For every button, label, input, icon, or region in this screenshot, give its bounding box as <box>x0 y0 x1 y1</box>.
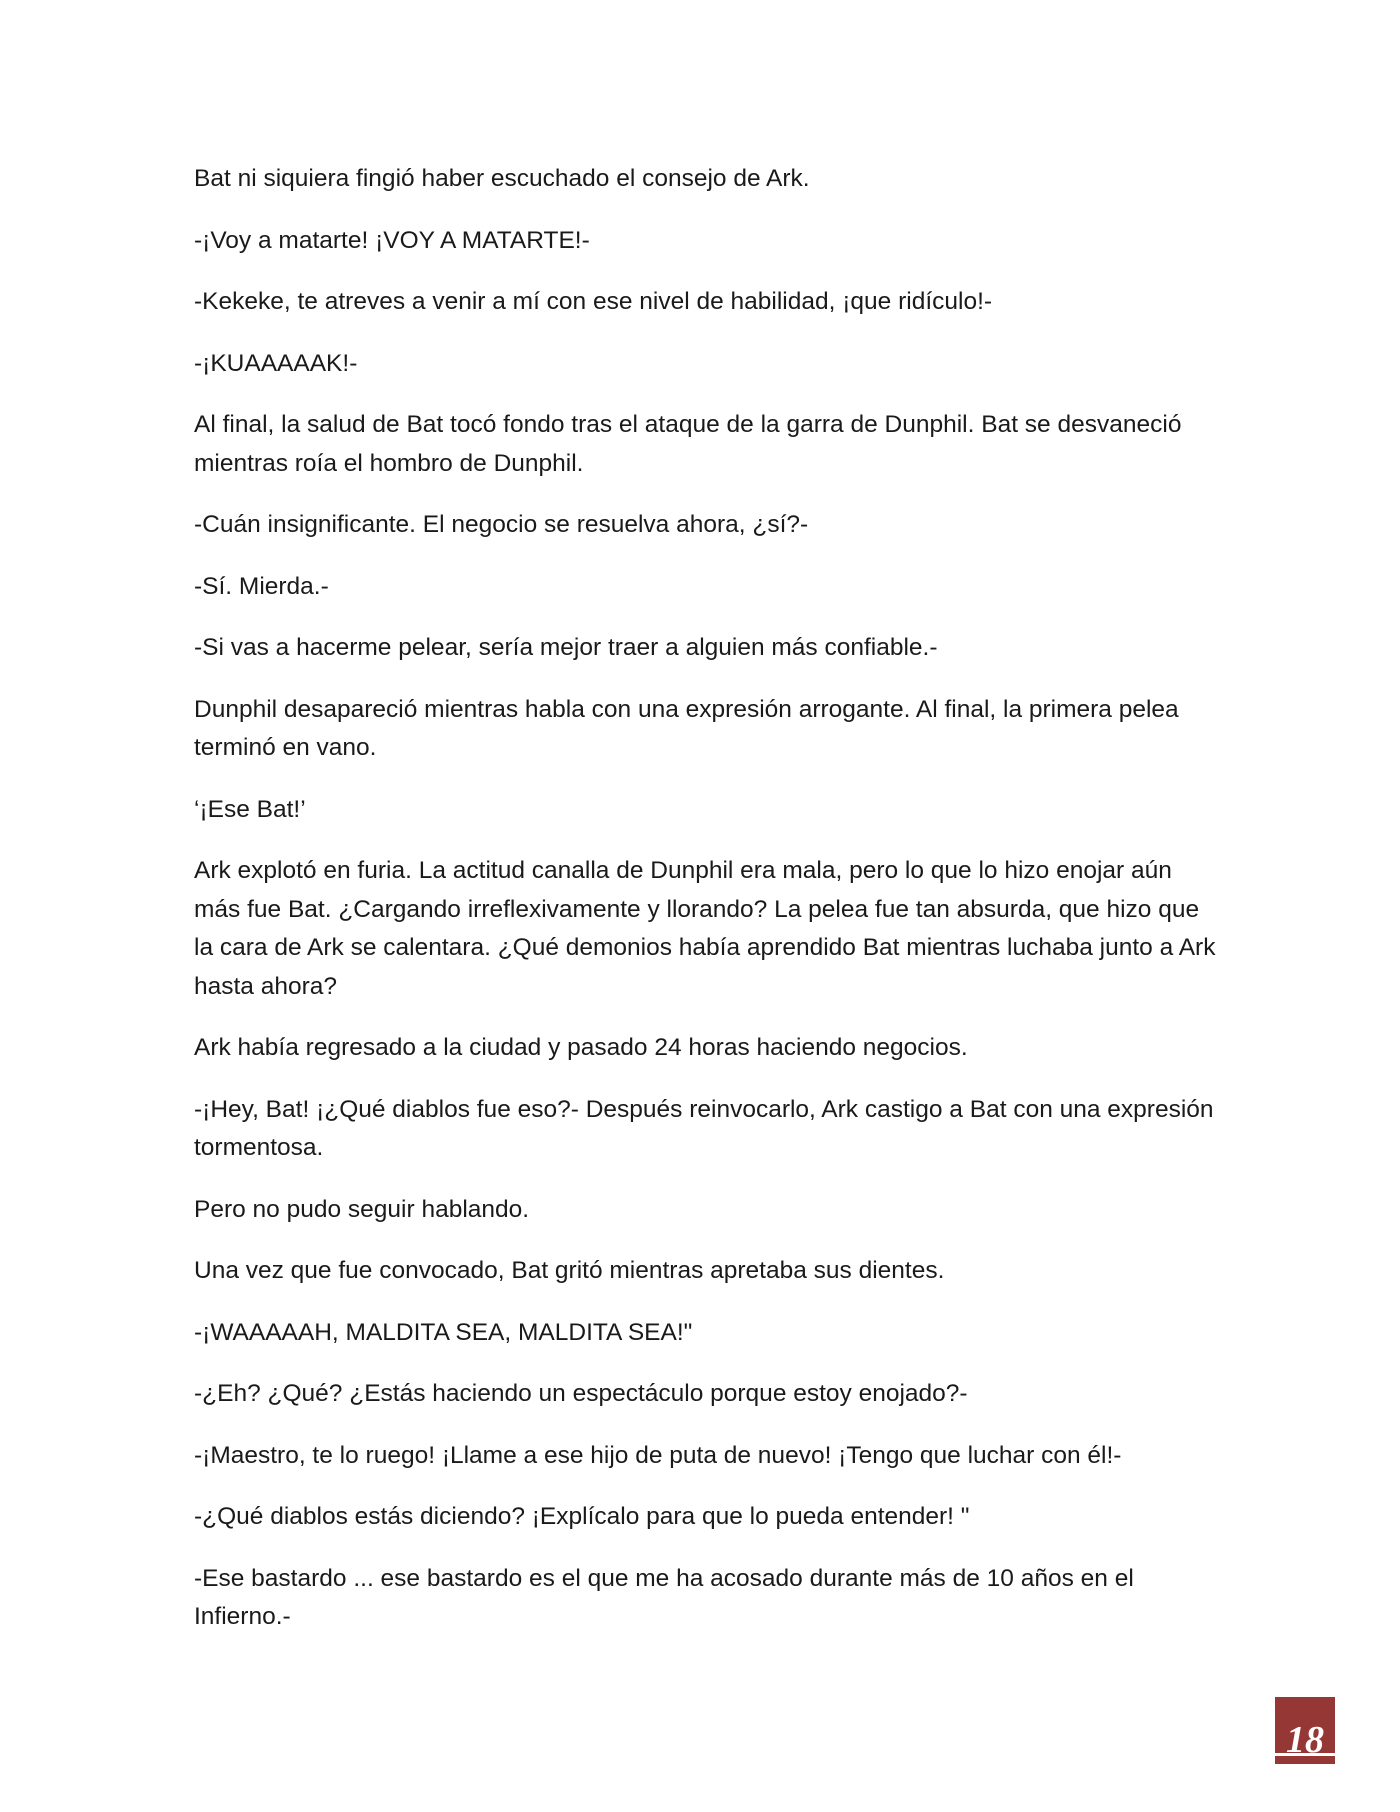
paragraph: -¿Qué diablos estás diciendo? ¡Explícalo para que lo pueda entender! " <box>194 1503 970 1530</box>
paragraph: -¡Maestro, te lo ruego! ¡Llame a ese hijo de puta de nuevo! ¡Tengo que luchar con él!- <box>194 1441 1122 1469</box>
paragraph: -¿Eh? ¿Qué? ¿Estás haciendo un espectáculo porque estoy enojado?- <box>194 1380 968 1407</box>
paragraph: -¡Hey, Bat! ¡¿Qué diablos fue eso?- Después reinvocarlo, Ark castigo a Bat con una expresión tormentosa. <box>194 1095 1214 1161</box>
paragraph: ‘¡Ese Bat!’ <box>194 795 306 823</box>
paragraph: Bat ni siquiera fingió haber escuchado el consejo de Ark. <box>194 165 810 192</box>
paragraph: Al final, la salud de Bat tocó fondo tras el ataque de la garra de Dunphil. Bat se desvaneció mientras roía el hombro de Dunphil. <box>194 411 1182 477</box>
paragraph: Ark había regresado a la ciudad y pasado 24 horas haciendo negocios. <box>194 1034 968 1061</box>
paragraph: -Si vas a hacerme pelear, sería mejor traer a alguien más confiable.- <box>194 634 938 661</box>
paragraph: -Sí. Mierda.- <box>194 572 329 600</box>
paragraph: -Ese bastardo ... ese bastardo es el que me ha acosado durante más de 10 años en el Infierno.- <box>194 1564 1134 1630</box>
paragraph: -¡Voy a matarte! ¡VOY A MATARTE!- <box>194 226 590 254</box>
paragraph: -¡KUAAAAAK!- <box>194 349 358 377</box>
paragraph: -¡WAAAAAH, MALDITA SEA, MALDITA SEA!" <box>194 1318 693 1346</box>
paragraph: Pero no pudo seguir hablando. <box>194 1195 530 1223</box>
paragraph: Una vez que fue convocado, Bat gritó mientras apretaba sus dientes. <box>194 1257 945 1284</box>
page-body <box>194 160 1224 1660</box>
page-number-box <box>1275 1697 1335 1764</box>
paragraph: -Cuán insignificante. El negocio se resuelva ahora, ¿sí?- <box>194 511 809 538</box>
paragraph: Ark explotó en furia. La actitud canalla de Dunphil era mala, pero lo que lo hizo enojar aún más fue Bat. ¿Cargando irreflexivamente y llorando? La pelea fue tan absurda, que hizo que la cara de Ark se calentara. ¿Qué demonios había aprendido Bat mientras luchaba junto a Ark hasta ahora? <box>194 857 1216 1000</box>
paragraph: Dunphil desapareció mientras habla con una expresión arrogante. Al final, la primera pelea terminó en vano. <box>194 695 1179 761</box>
page-number: 18 <box>1286 1719 1324 1761</box>
paragraph: -Kekeke, te atreves a venir a mí con ese nivel de habilidad, ¡que ridículo!- <box>194 288 993 315</box>
